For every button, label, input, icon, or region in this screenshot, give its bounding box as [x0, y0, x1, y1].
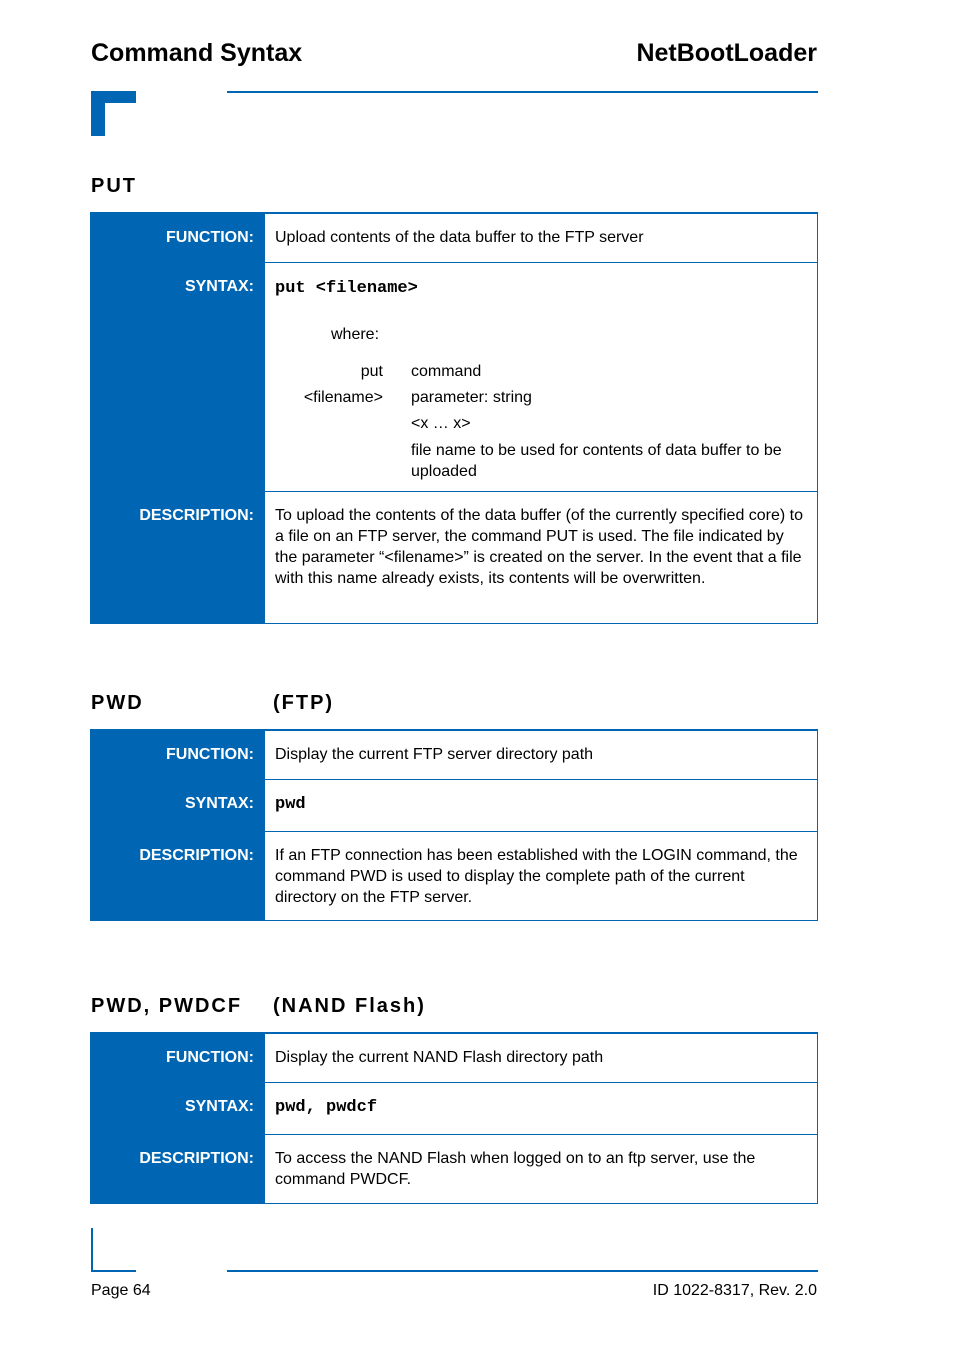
syntax-label: SYNTAX: — [184, 278, 254, 295]
put-function-text: Upload contents of the data buffer to the FTP server — [264, 214, 817, 262]
pwd-nand-section-subtitle: (NAND Flash) — [273, 995, 426, 1017]
pwd-nand-function-row — [91, 1033, 817, 1082]
corner-mark-vertical — [91, 91, 105, 136]
put-syntax-row — [91, 262, 817, 491]
pwd-nand-description-text: To access the NAND Flash when logged on to an ftp server, use the command PWDCF. — [264, 1135, 817, 1203]
description-label: DESCRIPTION: — [139, 847, 254, 864]
pwd-nand-syntax-text: pwd, pwdcf — [275, 1098, 378, 1117]
pwd-nand-command-table — [90, 1032, 818, 1204]
syntax-label: SYNTAX: — [184, 1098, 254, 1115]
footer-rule — [227, 1270, 818, 1272]
syntax-label: SYNTAX: — [184, 795, 254, 812]
put-where-label: where: — [331, 326, 380, 343]
pwd-ftp-syntax-row — [91, 779, 817, 831]
function-label: FUNCTION: — [166, 229, 254, 246]
param-desc: file name to be used for contents of data buffer to be uploaded — [411, 442, 782, 480]
footer-corner-vertical — [91, 1228, 93, 1272]
header-rule — [227, 91, 818, 93]
function-label: FUNCTION: — [166, 746, 254, 763]
put-description-row — [91, 491, 817, 623]
pwd-ftp-command-table — [90, 729, 818, 921]
put-syntax-text: put <filename> — [275, 279, 418, 298]
pwd-ftp-description-text: If an FTP connection has been established with the LOGIN command, the command PWD is used to display the complete path of the current directory on the FTP server. — [264, 832, 817, 920]
put-param-list — [275, 359, 805, 482]
pwd-ftp-description-row — [91, 831, 817, 920]
description-label: DESCRIPTION: — [139, 1150, 254, 1167]
param-name: <filename> — [303, 389, 383, 406]
page-number: Page 64 — [91, 1282, 151, 1299]
put-command-table — [90, 212, 818, 624]
param-name: put — [360, 363, 383, 380]
pwd-nand-function-text: Display the current NAND Flash directory path — [264, 1034, 817, 1082]
pwd-nand-section-title: PWD, PWDCF — [91, 995, 243, 1017]
description-label: DESCRIPTION: — [139, 507, 254, 524]
param-desc: command — [411, 363, 482, 380]
put-function-row — [91, 213, 817, 262]
footer-corner-horizontal — [91, 1270, 136, 1272]
function-label: FUNCTION: — [166, 1049, 254, 1066]
pwd-ftp-function-row — [91, 730, 817, 779]
param-desc: <x … x> — [411, 415, 471, 432]
header-product-name: NetBootLoader — [636, 39, 817, 67]
put-section-title: PUT — [91, 175, 137, 197]
pwd-ftp-syntax-text: pwd — [275, 795, 306, 814]
pwd-nand-description-row — [91, 1134, 817, 1203]
pwd-ftp-function-text: Display the current FTP server directory path — [264, 731, 817, 779]
pwd-ftp-section-subtitle: (FTP) — [273, 692, 335, 714]
pwd-nand-syntax-row — [91, 1082, 817, 1134]
put-description-text: To upload the contents of the data buffer (of the currently specified core) to a file on an FTP server, the command PUT is used. The file indicated by the parameter “<filename>” is created on the server. In the event that a file with this name already exists, its contents will be overwritten. — [264, 492, 817, 623]
param-desc: parameter: string — [411, 389, 532, 406]
document-id: ID 1022-8317, Rev. 2.0 — [652, 1282, 817, 1299]
pwd-ftp-section-title: PWD — [91, 692, 144, 714]
header-section-title: Command Syntax — [91, 39, 303, 67]
